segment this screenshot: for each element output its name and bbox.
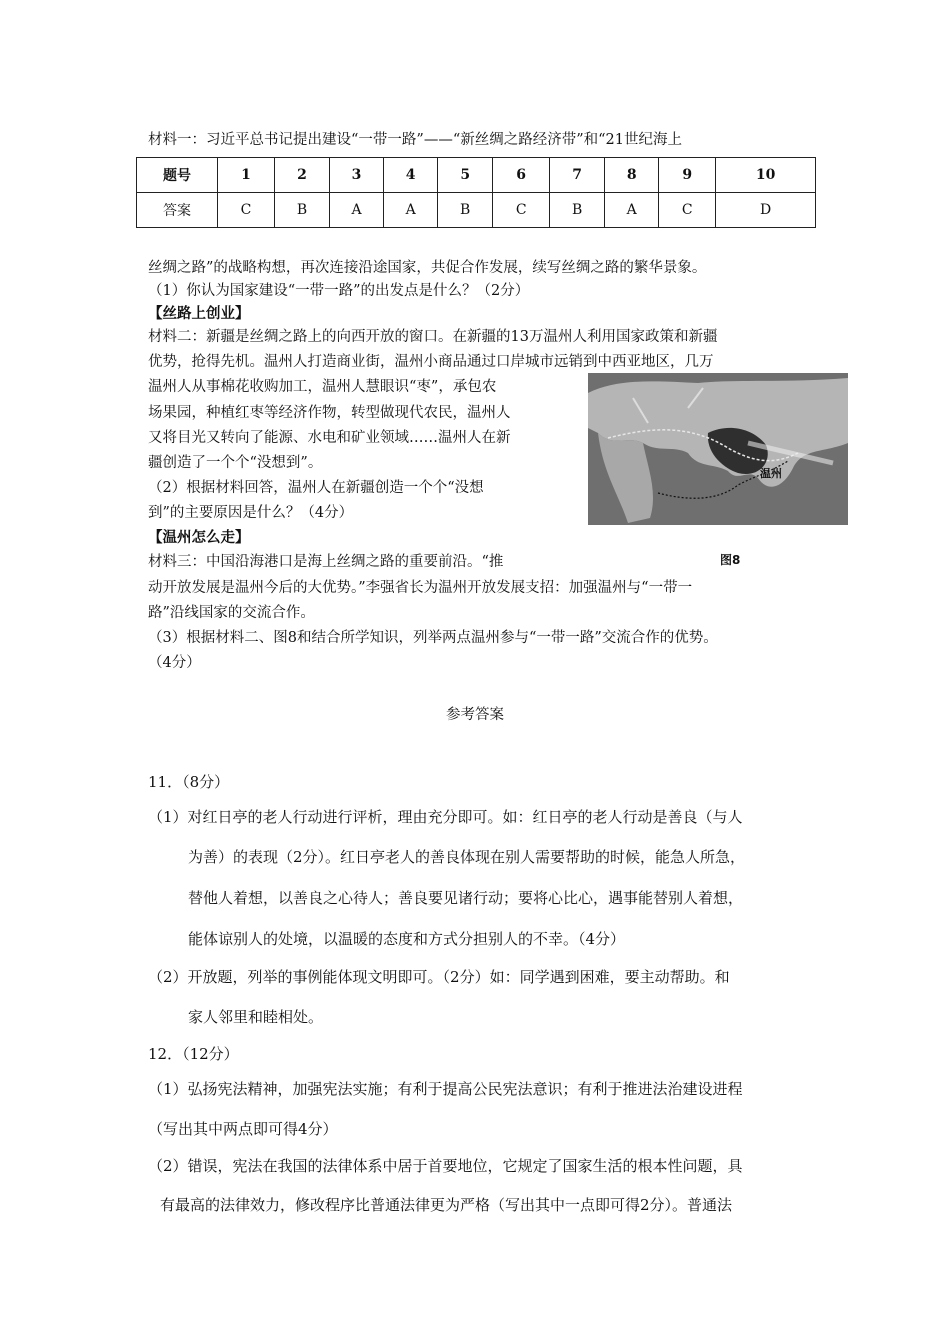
answer-cell: B: [438, 193, 493, 228]
question-3: （4分）: [148, 655, 201, 671]
answer-table-header-row: [137, 158, 816, 193]
answer-cell: B: [275, 193, 330, 228]
answer-cell: B: [550, 193, 605, 228]
answer-line: 替他人着想，以善良之心待人；善良要见诸行动；要将心比心，遇事能替别人着想，: [188, 889, 744, 907]
section-heading: 【温州怎么走】: [148, 529, 250, 546]
header-label: 题号: [137, 158, 218, 193]
answer-cell: A: [384, 193, 438, 228]
map-label-wenzhou: 温州: [760, 467, 782, 480]
material-2-line: 又将目光又转向了能源、水电和矿业领域……温州人在新: [148, 430, 511, 446]
question-number: 10: [716, 158, 816, 193]
question-2: （2）根据材料回答，温州人在新疆创造一个个“没想: [148, 480, 484, 496]
question-number: 7: [550, 158, 605, 193]
material-2-line: 疆创造了一个个“没想到”。: [148, 455, 323, 471]
question-number: 8: [605, 158, 659, 193]
material-2-line: 场果园，种植红枣等经济作物，转型做现代农民，温州人: [148, 405, 511, 421]
question-number: 1: [218, 158, 275, 193]
answer-cell: C: [659, 193, 716, 228]
material-2-line: 优势，抢得先机。温州人打造商业街，温州小商品通过口岸城市远销到中西亚地区，几万: [148, 354, 714, 370]
answer-line: 有最高的法律效力，修改程序比普通法律更为严格（写出其中一点即可得2分）。普通法: [160, 1196, 733, 1214]
answer-line: （2）开放题，列举的事例能体现文明即可。（2分）如：同学遇到困难，要主动帮助。和: [148, 968, 730, 986]
answer-line: （1）弘扬宪法精神，加强宪法实施；有利于提高公民宪法意识；有利于推进法治建设进程: [148, 1080, 743, 1098]
answer-line: 11．（8分）: [148, 773, 230, 791]
figure-caption: 图8: [720, 553, 741, 567]
material-3-line: 动开放发展是温州今后的大优势。”李强省长为温州开放发展支招：加强温州与“一带一: [148, 580, 693, 596]
answer-table: [136, 157, 816, 228]
answer-label: 答案: [137, 193, 218, 228]
question-number: 4: [384, 158, 438, 193]
question-number: 6: [493, 158, 550, 193]
answer-title: 参考答案: [446, 707, 504, 723]
material-1-continued: 丝绸之路”的战略构想，再次连接沿途国家，共促合作发展，续写丝绸之路的繁华景象。: [148, 260, 707, 276]
material-2-line: 材料二：新疆是丝绸之路上的向西开放的窗口。在新疆的13万温州人利用国家政策和新疆: [148, 329, 718, 345]
answer-line: 为善）的表现（2分）。红日亭老人的善良体现在别人需要帮助的时候，能急人所急，: [188, 848, 746, 866]
material-3-line: 材料三：中国沿海港口是海上丝绸之路的重要前沿。“推: [148, 554, 504, 570]
material-3-line: 路”沿线国家的交流合作。: [148, 605, 315, 621]
question-number: 2: [275, 158, 330, 193]
question-2: 到”的主要原因是什么？（4分）: [148, 505, 354, 521]
section-heading: 【丝路上创业】: [148, 305, 250, 322]
answer-cell: A: [329, 193, 383, 228]
question-number: 9: [659, 158, 716, 193]
silk-road-map: [588, 373, 848, 525]
material-2-line: 温州人从事棉花收购加工，温州人慧眼识“枣”，承包农: [148, 379, 497, 395]
answer-line: （写出其中两点即可得4分）: [148, 1120, 338, 1138]
answer-cell: C: [493, 193, 550, 228]
question-1: （1）你认为国家建设“一带一路”的出发点是什么？（2分）: [148, 283, 530, 299]
answer-table-answer-row: [137, 193, 816, 228]
answer-line: （1）对红日亭的老人行动进行评析，理由充分即可。如：红日亭的老人行动是善良（与人: [148, 808, 743, 826]
answer-line: （2）错误，宪法在我国的法律体系中居于首要地位，它规定了国家生活的根本性问题，具: [148, 1157, 743, 1175]
answer-cell: A: [605, 193, 659, 228]
answer-cell: D: [716, 193, 816, 228]
question-number: 3: [329, 158, 383, 193]
material-1-intro: 材料一：习近平总书记提出建设“一带一路”——“新丝绸之路经济带”和“21世纪海上: [148, 132, 683, 148]
question-number: 5: [438, 158, 493, 193]
answer-cell: C: [218, 193, 275, 228]
answer-line: 家人邻里和睦相处。: [188, 1008, 324, 1026]
answer-line: 12．（12分）: [148, 1045, 239, 1063]
question-3: （3）根据材料二、图8和结合所学知识，列举两点温州参与“一带一路”交流合作的优势。: [148, 630, 718, 646]
answer-line: 能体谅别人的处境，以温暖的态度和方式分担别人的不幸。（4分）: [188, 930, 626, 948]
